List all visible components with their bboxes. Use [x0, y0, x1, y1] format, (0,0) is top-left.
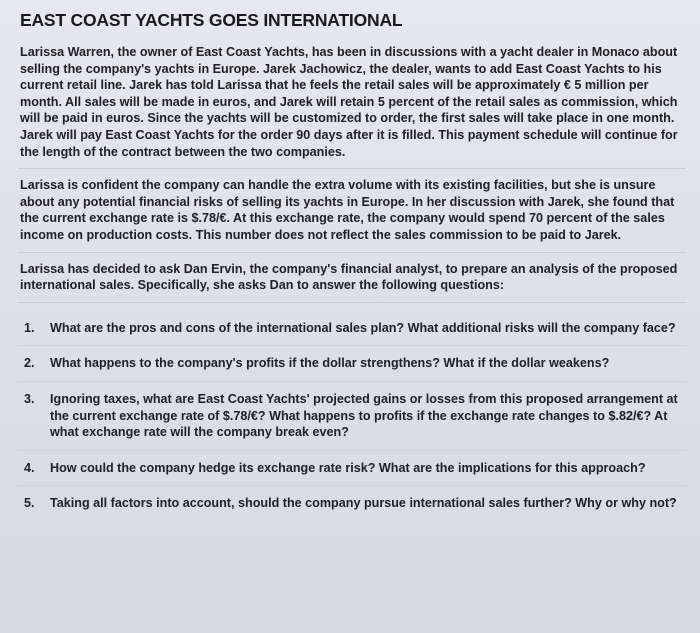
question-item — [18, 346, 686, 382]
question-item — [18, 486, 686, 521]
document-title: EAST COAST YACHTS GOES INTERNATIONAL — [20, 10, 403, 30]
question-text: How could the company hedge its exchange rate risk? What are the implications for this approach? — [50, 460, 646, 475]
question-number: 3. — [24, 391, 35, 406]
question-number: 1. — [24, 320, 35, 335]
paragraph-exchange-rate: Larissa is confident the company can handle the extra volume with its existing facilities, but she is unsure about any potential financial risks of selling its yachts in Europe. In her discussion with Jarek, she found that the current exchange rate is $.78/€. At this exchange rate, the company would spend 70 percent of the sales income on production costs. This number does not reflect the sales commission to be paid to Jarek. — [20, 178, 675, 242]
question-number: 5. — [24, 496, 35, 511]
question-list — [18, 311, 686, 521]
paragraph-analysis-request: Larissa has decided to ask Dan Ervin, the company's financial analyst, to prepare an analysis of the proposed international sales. Specifically, she asks Dan to answer the following questions: — [20, 261, 678, 293]
question-text: Taking all factors into account, should the company pursue international sales further? Why or why not? — [50, 496, 677, 511]
question-item — [18, 311, 686, 347]
question-item — [18, 451, 686, 487]
question-number: 4. — [24, 460, 35, 475]
question-text: What are the pros and cons of the international sales plan? What additional risks will the company face? — [50, 320, 676, 335]
question-text: What happens to the company's profits if the dollar strengthens? What if the dollar weakens? — [50, 356, 610, 371]
paragraph-intro: Larissa Warren, the owner of East Coast Yachts, has been in discussions with a yacht dealer in Monaco about selling the company's yachts in Europe. Jarek Jachowicz, the dealer, wants to add East Coast Yachts to his current retail line. Jarek has told Larissa that he feels the retail sales will be approximately € 5 million per month. All sales will be made in euros, and Jarek will retain 5 percent of the retail sales as commission, which will be paid in euros. Since the yachts will be customized to order, the first sales will take place in one month. Jarek will pay East Coast Yachts for the order 90 days after it is filled. This payment schedule will continue for the length of the contract between the two companies. — [20, 45, 678, 159]
divider — [18, 302, 686, 303]
divider — [18, 252, 686, 253]
question-item — [18, 382, 686, 451]
question-text: Ignoring taxes, what are East Coast Yachts' projected gains or losses from this proposed arrangement at the current exchange rate of $.78/€? What happens to profits if the exchange rate changes to $.82/€? At what exchange rate will the company break even? — [50, 391, 678, 440]
question-number: 2. — [24, 356, 35, 371]
divider — [18, 168, 686, 169]
